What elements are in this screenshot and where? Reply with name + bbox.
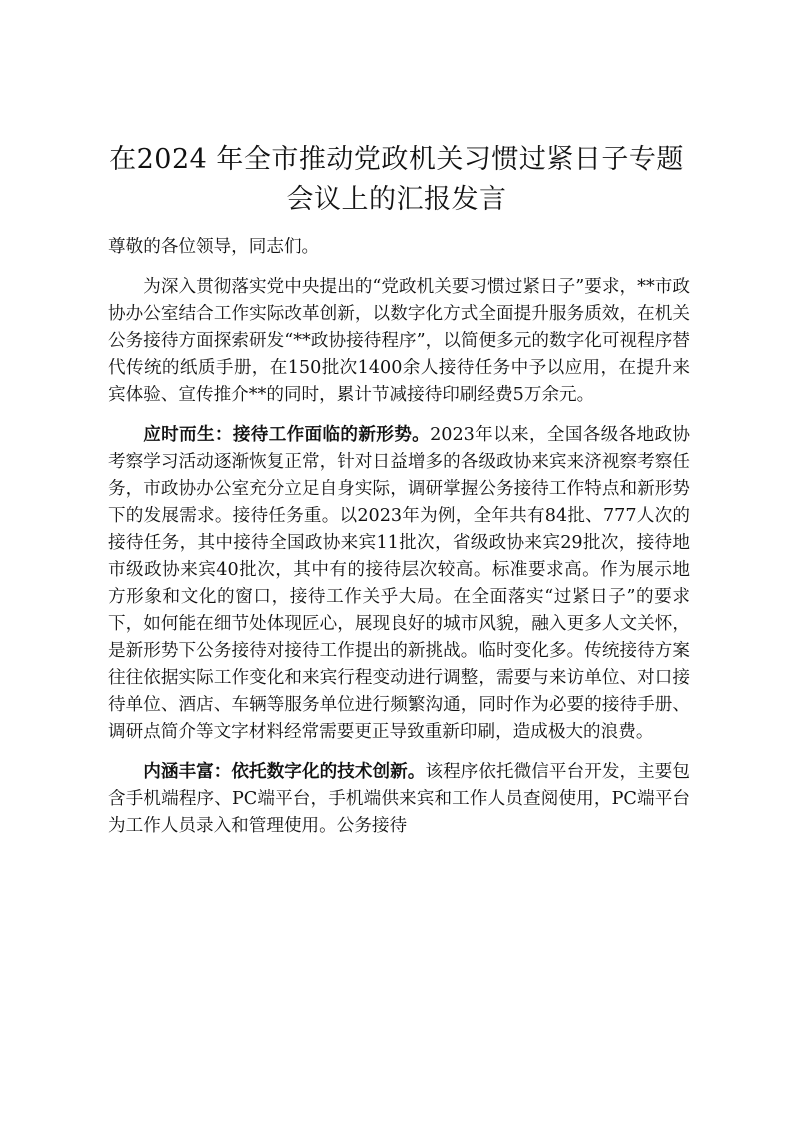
paragraph-lead: 内涵丰富：依托数字化的技术创新。 bbox=[143, 761, 426, 782]
paragraph-lead: 应时而生：接待工作面临的新形势。 bbox=[143, 424, 431, 445]
document-title: 在2024 年全市推动党政机关习惯过紧日子专题会议上的汇报发言 bbox=[109, 144, 684, 215]
salutation: 尊敬的各位领导，同志们。 bbox=[108, 237, 320, 257]
paragraph-text: 2023年以来，全国各级各地政协考察学习活动逐渐恢复正常，针对日益增多的各级政协来宾来济视察考察任务，市政协办公室充分立足自身实际，调研掌握公务接待工作特点和新形势下的发展需求。接待任务重。以2023年为例，全年共有84批、777人次的接待任务，其中接待全国政协来宾11批次，省级政协来宾29批次，接待地市级政协来宾40批次，其中有的接待层次较高。标准要求高。作为展示地方形象和文化的窗口，接待工作关乎大局。在全面落实“过紧日子”的要求下，如何能在细节处体现匠心，展现良好的城市风貌，融入更多人文关怀，是新形势下公务接待对接待工作提出的新挑战。临时变化多。传统接待方案往往依据实际工作变化和来宾行程变动进行调整，需要与来访单位、对口接待单位、酒店、车辆等服务单位进行频繁沟通，同时作为必要的接待手册、调研点简介等文字材料经常需要更正导致重新印刷，造成极大的浪费。 bbox=[108, 425, 690, 742]
paragraph-2 bbox=[108, 421, 690, 746]
paragraph-1 bbox=[108, 273, 690, 409]
paragraph-text: 该程序依托微信平台开发，主要包含手机端程序、PC端平台，手机端供来宾和工作人员查阅使用，PC端平台为工作人员录入和管理使用。公务接待 bbox=[108, 762, 690, 836]
paragraph-text: 为深入贯彻落实党中央提出的“党政机关要习惯过紧日子”要求，**市政协办公室结合工作实际改革创新，以数字化方式全面提升服务质效，在机关公务接待方面探索研发“**政协接待程序”，以简便多元的数字化可视程序替代传统的纸质手册，在150批次1400余人接待任务中予以应用，在提升来宾体验、宣传推介**的同时，累计节减接待印刷经费5万余元。 bbox=[108, 277, 690, 405]
document-body bbox=[108, 234, 690, 852]
paragraph-3 bbox=[108, 758, 690, 840]
